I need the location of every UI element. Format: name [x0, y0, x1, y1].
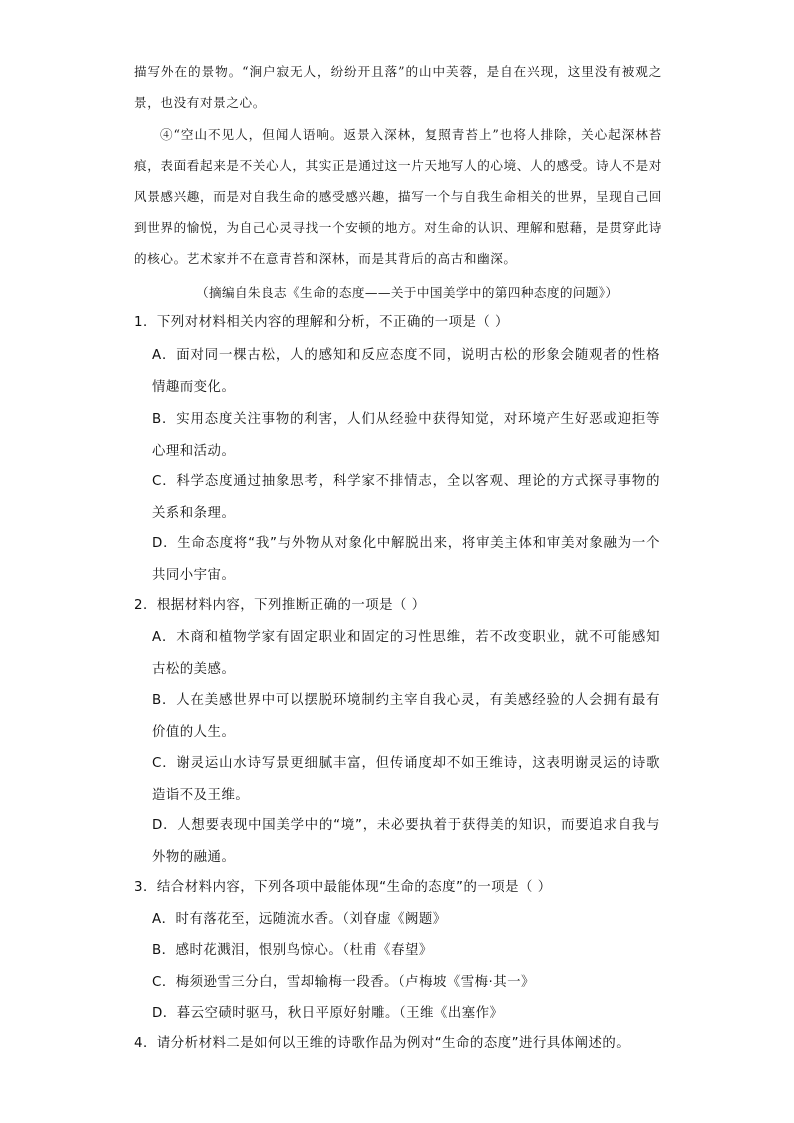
question-2-option-d: D．人想要表现中国美学中的“境”，未必要执着于获得美的知识，而要追求自我与外物的融通。 — [152, 818, 660, 865]
source-citation: （摘编自朱良志《生命的态度——关于中国美学中的第四种态度的问题》） — [196, 285, 619, 300]
passage-continuation — [134, 56, 662, 118]
question-2-option-c: C．谢灵运山水诗写景更细腻丰富，但传诵度却不如王维诗，这表明谢灵运的诗歌造诣不及王维。 — [152, 756, 660, 803]
question-1-option-c: C．科学态度通过抽象思考，科学家不排情志，全以客观、理论的方式探寻事物的关系和条理。 — [152, 474, 660, 521]
question-4-stem: 4．请分析材料二是如何以王维的诗歌作品为例对“生命的态度”进行具体阐述的。 — [134, 1036, 631, 1051]
question-2-option-b: B．人在美感世界中可以摆脱环境制约主宰自我心灵，有美感经验的人会拥有最有价值的人生。 — [152, 693, 660, 740]
question-2-option-a: A．木商和植物学家有固定职业和固定的习性思维，若不改变职业，就不可能感知古松的美感。 — [152, 630, 660, 677]
question-1-option-a: A．面对同一棵古松，人的感知和反应态度不同，说明古松的形象会随观者的性格情趣而变化。 — [152, 348, 660, 395]
question-1-option-d: D．生命态度将“我”与外物从对象化中解脱出来，将审美主体和审美对象融为一个共同小宇宙。 — [152, 536, 660, 583]
passage-paragraph-1: 描写外在的景物。“涧户寂无人，纷纷开且落”的山中芙蓉，是自在兴现，这里没有被观之景，也没有对景之心。 — [134, 64, 662, 110]
question-3-option-a: A．时有落花至，远随流水香。（刘眘虚《阙题》 — [152, 912, 447, 927]
question-3-option-d: D．暮云空碛时驱马，秋日平原好射雕。（王维《出塞作》 — [152, 1006, 504, 1021]
passage-point-4 — [134, 119, 662, 274]
question-3-option-c: C．梅须逊雪三分白，雪却输梅一段香。（卢梅坡《雪梅·其一》 — [152, 975, 535, 990]
question-1-stem: 1．下列对材料相关内容的理解和分析，不正确的一项是（ ） — [134, 315, 509, 330]
question-3-option-b: B．感时花溅泪，恨别鸟惊心。（杜甫《春望》 — [152, 943, 433, 958]
question-2-stem: 2．根据材料内容，下列推断正确的一项是（ ） — [134, 598, 426, 613]
question-3-stem: 3．结合材料内容，下列各项中最能体现“生命的态度”的一项是（ ） — [134, 880, 552, 895]
passage-paragraph-2: ④“空山不见人，但闻人语响。返景入深林，复照青苔上”也将人排除，关心起深林苔痕，表面看起来是不关心人，其实正是通过这一片天地写人的心境、人的感受。诗人不是对风景感兴趣，而是对自我生命的感受感兴趣，描写一个与自我生命相关的世界，呈现自己回到世界的愉悦，为自己心灵寻找一个安顿的地方。对生命的认识、理解和慰藉，是贯穿此诗的核心。艺术家并不在意青苔和深林，而是其背后的高古和幽深。 — [134, 127, 662, 266]
question-1-option-b: B．实用态度关注事物的利害，人们从经验中获得知觉，对环境产生好恶或迎拒等心理和活动。 — [152, 412, 660, 459]
